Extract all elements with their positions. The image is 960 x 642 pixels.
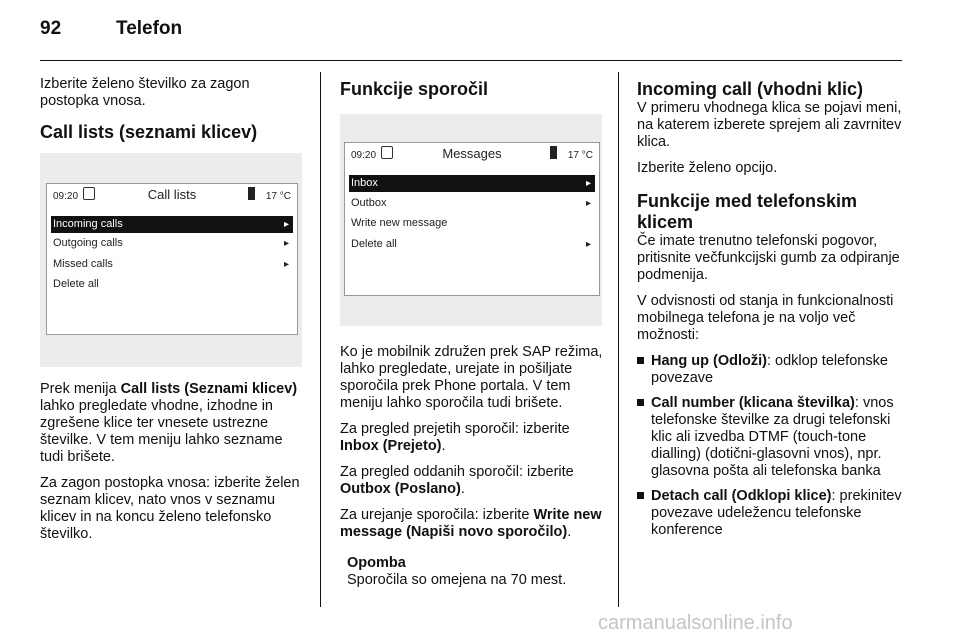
page-number: 92 xyxy=(40,18,62,39)
inbox-paragraph: Za pregled prejetih sporočil: izberite Inbox (Prejeto). xyxy=(340,421,570,454)
temperature: 17 °C xyxy=(265,191,291,202)
write-paragraph: Za urejanje sporočila: izberite Write new message (Napiši novo sporočilo). xyxy=(340,507,602,540)
entry-paragraph: Za zagon postopka vnosa: izberite želen seznam klicev, nato vnos v seznamu klicev in na koncu želeno telefonsko številko. xyxy=(40,475,300,542)
incoming-call-heading: Incoming call (vhodni klic) xyxy=(637,79,864,99)
menu-item-outbox[interactable]: Outbox ▸ xyxy=(349,195,595,212)
screen-title: Call lists xyxy=(147,187,197,202)
incoming-call-paragraph: V primeru vhodnega klica se pojavi meni, na katerem izberete sprejem ali zavrnitev klica. xyxy=(637,100,902,150)
menu-item-delete-all[interactable]: Delete all ▸ xyxy=(349,236,595,253)
menu-item-missed-calls[interactable]: Missed calls ▸ xyxy=(51,256,293,273)
call-lists-screenshot xyxy=(40,153,302,367)
call-lists-paragraph: Prek menija Call lists (Seznami klicev) lahko pregledate vhodne, izhodne in zgrešene klice ter vnesete ustrezne številke. V tem meniju lahko sezname tudi brišete. xyxy=(40,381,298,465)
chevron-right-icon: ▸ xyxy=(283,219,289,230)
chevron-right-icon: ▸ xyxy=(283,259,289,270)
column-3 xyxy=(637,76,905,547)
chevron-right-icon: ▸ xyxy=(585,178,591,189)
bullet-hang-up: Hang up (Odloži): odklop telefonske povezave xyxy=(637,353,905,387)
status-bar xyxy=(47,184,297,204)
battery-icon xyxy=(550,146,557,159)
column-divider-1 xyxy=(320,72,321,607)
messages-screen xyxy=(344,142,600,296)
note xyxy=(340,555,606,589)
menu-item-inbox[interactable]: Inbox ▸ xyxy=(349,175,595,192)
watermark: carmanualsonline.info xyxy=(598,612,793,634)
bullet-call-number: Call number (klicana številka): vnos telefonske številke za drugi telefonski klic ali izvedba DTMF (touch-tone dialling) (dotični-glasovni vnos), npr. glasovna pošta ali telefonska banka xyxy=(637,395,905,480)
column-1 xyxy=(40,76,308,552)
choose-option-paragraph: Izberite želeno opcijo. xyxy=(637,160,778,176)
header-rule xyxy=(40,60,902,61)
options-paragraph: V odvisnosti od stanja in funkcionalnosti mobilnega telefona je na voljo več možnosti: xyxy=(637,293,894,343)
messages-heading: Funkcije sporočil xyxy=(340,79,489,99)
column-2 xyxy=(340,76,606,589)
menu-item-delete-all[interactable]: Delete all xyxy=(53,278,99,290)
status-bar xyxy=(345,143,599,163)
messages-screenshot xyxy=(340,114,602,326)
temperature: 17 °C xyxy=(567,150,593,161)
screen-title: Messages xyxy=(442,146,502,161)
bullet-detach-call: Detach call (Odklopi klice): prekinitev povezave udeležencu telefonske konference xyxy=(637,488,905,539)
chevron-right-icon: ▸ xyxy=(585,239,591,250)
chevron-right-icon: ▸ xyxy=(585,198,591,209)
in-call-functions-heading: Funkcije med telefonskim klicem xyxy=(637,191,858,232)
outbox-paragraph: Za pregled oddanih sporočil: izberite Outbox (Poslano). xyxy=(340,464,574,497)
page-title: Telefon xyxy=(116,18,183,39)
clock: 09:20 xyxy=(53,191,79,202)
column-divider-2 xyxy=(618,72,619,607)
call-lists-heading: Call lists (seznami klicev) xyxy=(40,122,258,142)
note-title: Opomba xyxy=(347,555,406,571)
chevron-right-icon: ▸ xyxy=(283,238,289,249)
messages-paragraph: Ko je mobilnik združen prek SAP režima, lahko pregledate, urejate in pošiljate sporočila prek Phone portala. V tem meniju lahko sporočila tudi brišete. xyxy=(340,344,603,411)
clock: 09:20 xyxy=(351,150,377,161)
bullet-square-icon xyxy=(637,399,644,406)
menu-item-outgoing-calls[interactable]: Outgoing calls ▸ xyxy=(51,235,293,252)
bullet-square-icon xyxy=(637,492,644,499)
intro-text: Izberite želeno številko za zagon postopka vnosa. xyxy=(40,76,250,109)
in-call-paragraph: Če imate trenutno telefonski pogovor, pritisnite večfunkcijski gumb za odpiranje podmenija. xyxy=(637,233,900,283)
battery-icon xyxy=(248,187,255,200)
bullet-square-icon xyxy=(637,357,644,364)
menu-item-write-new-message[interactable]: Write new message xyxy=(351,217,448,229)
menu-item-incoming-calls[interactable]: Incoming calls ▸ xyxy=(51,216,293,233)
call-lists-screen xyxy=(46,183,298,335)
note-text: Sporočila so omejena na 70 mest. xyxy=(347,572,567,588)
